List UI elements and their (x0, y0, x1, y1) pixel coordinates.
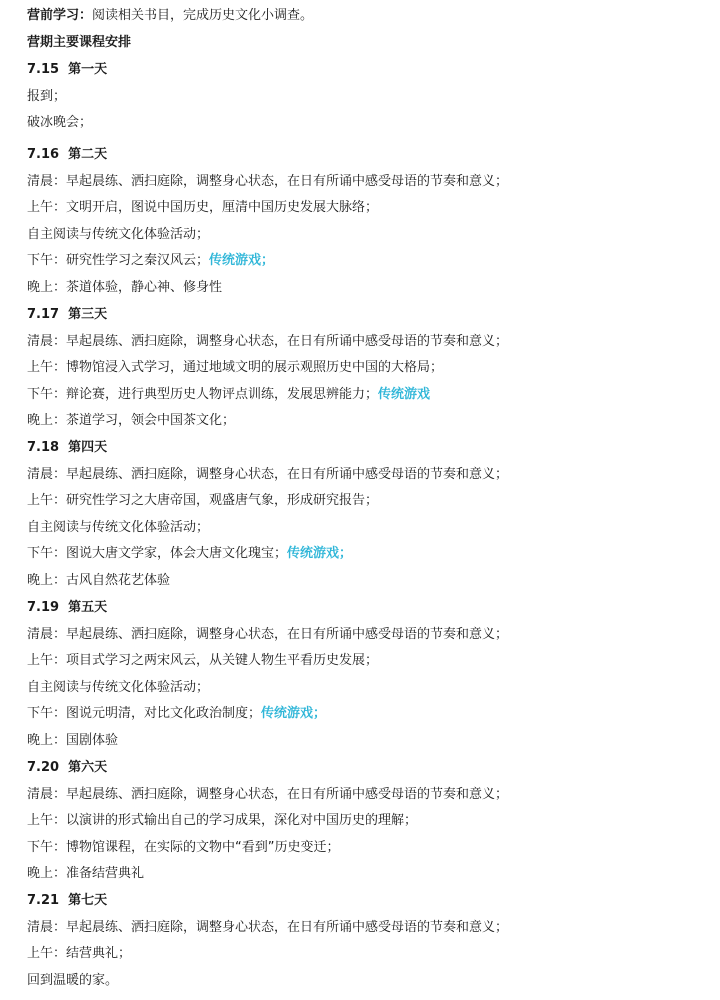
schedule-item-text: 下午：辩论赛，进行典型历史人物评点训练，发展思辨能力； (27, 386, 379, 402)
day-heading-gap (59, 760, 68, 775)
day-heading-gap (59, 62, 68, 77)
day-name: 第一天 (68, 62, 108, 77)
schedule-item (27, 572, 170, 590)
schedule-item (27, 466, 508, 484)
schedule-item (27, 679, 209, 697)
schedule-item (27, 412, 235, 430)
schedule-item (27, 865, 144, 883)
schedule-item (27, 945, 131, 963)
schedule-item-text: 上午：以演讲的形式输出自己的学习成果，深化对中国历史的理解； (27, 813, 418, 829)
schedule-item-text: 下午：图说大唐文学家，体会大唐文化瑰宝； (27, 546, 288, 562)
schedule-item-text: 晚上：古风自然花艺体验 (27, 573, 171, 588)
schedule-title: 营期主要课程安排 (27, 35, 132, 50)
day-date: 7.15 (27, 62, 60, 77)
schedule-item (27, 492, 378, 510)
schedule-item-text: 晚上：茶道体验，静心神、修身性 (27, 280, 223, 295)
schedule-item (27, 812, 417, 830)
day-name: 第二天 (68, 147, 108, 162)
day-date: 7.17 (27, 307, 60, 322)
schedule-item-text: 下午：博物馆课程，在实际的文物中“看到”历史变迁； (27, 839, 340, 855)
schedule-item (27, 972, 118, 990)
schedule-item-text: 清晨：早起晨练、洒扫庭除，调整身心状态，在日有所诵中感受母语的节奏和意义； (27, 626, 509, 642)
day-heading (27, 61, 107, 79)
day-date: 7.21 (27, 893, 60, 908)
day-heading (27, 146, 107, 164)
intro-text: 阅读相关书目，完成历史文化小调查。 (92, 8, 314, 23)
day-heading (27, 306, 107, 324)
day-heading (27, 892, 107, 910)
schedule-item (27, 252, 274, 270)
schedule-item (27, 652, 378, 670)
schedule-item-text: 自主阅读与传统文化体验活动； (27, 226, 210, 242)
schedule-item-text: 清晨：早起晨练、洒扫庭除，调整身心状态，在日有所诵中感受母语的节奏和意义； (27, 786, 509, 802)
schedule-item-text: 上午：结营典礼； (27, 946, 132, 962)
day-name: 第三天 (68, 307, 108, 322)
schedule-item (27, 732, 118, 750)
schedule-item (27, 839, 339, 857)
schedule-item-text: 报到； (27, 88, 67, 104)
schedule-item-text: 自主阅读与传统文化体验活动； (27, 519, 210, 535)
schedule-item (27, 359, 443, 377)
schedule-item-text: 自主阅读与传统文化体验活动； (27, 679, 210, 695)
day-heading-gap (59, 440, 68, 455)
schedule-item (27, 333, 508, 351)
traditional-game-highlight: 传统游戏 (378, 386, 431, 402)
schedule-item-text: 清晨：早起晨练、洒扫庭除，调整身心状态，在日有所诵中感受母语的节奏和意义； (27, 333, 509, 349)
day-heading (27, 599, 107, 617)
schedule-item-text: 晚上：国剧体验 (27, 733, 119, 748)
schedule-item (27, 705, 326, 723)
schedule-item-text: 上午：博物馆浸入式学习，通过地域文明的展示观照历史中国的大格局； (27, 360, 444, 376)
schedule-item-text: 晚上：准备结营典礼 (27, 866, 145, 882)
schedule-item-text: 上午：研究性学习之大唐帝国，观盛唐气象，形成研究报告； (27, 493, 379, 509)
day-date: 7.19 (27, 600, 60, 615)
day-heading (27, 439, 107, 457)
day-date: 7.20 (27, 760, 60, 775)
schedule-item-text: 回到温暖的家。 (27, 972, 119, 988)
day-name: 第六天 (68, 760, 108, 775)
schedule-item-text: 清晨：早起晨练、洒扫庭除，调整身心状态，在日有所诵中感受母语的节奏和意义； (27, 173, 509, 189)
schedule-item (27, 786, 508, 804)
schedule-item-text: 破冰晚会； (27, 115, 93, 131)
schedule-item-text: 清晨：早起晨练、洒扫庭除，调整身心状态，在日有所诵中感受母语的节奏和意义； (27, 919, 509, 935)
traditional-game-highlight: 传统游戏； (209, 253, 275, 269)
day-heading-gap (59, 600, 68, 615)
traditional-game-highlight: 传统游戏； (287, 546, 353, 562)
schedule-item (27, 279, 222, 297)
traditional-game-highlight: 传统游戏； (261, 706, 327, 722)
day-name: 第四天 (68, 440, 108, 455)
schedule-item (27, 173, 508, 191)
day-name: 第七天 (68, 893, 108, 908)
schedule-item (27, 626, 508, 644)
day-date: 7.16 (27, 147, 60, 162)
schedule-item (27, 919, 508, 937)
schedule-item-text: 上午：文明开启，图说中国历史，厘清中国历史发展大脉络； (27, 200, 379, 216)
schedule-item (27, 226, 209, 244)
day-date: 7.18 (27, 440, 60, 455)
schedule-item (27, 386, 430, 404)
day-heading-gap (59, 307, 68, 322)
intro-line (27, 7, 313, 25)
day-heading-gap (59, 893, 68, 908)
schedule-item-text: 下午：图说元明清，对比文化政治制度； (27, 706, 262, 722)
schedule-item-text: 晚上：茶道学习，领会中国茶文化； (27, 413, 236, 429)
schedule-item (27, 199, 378, 217)
schedule-item-text: 下午：研究性学习之秦汉风云； (27, 253, 210, 269)
schedule-item (27, 114, 92, 132)
schedule-item (27, 519, 209, 537)
schedule-item-text: 清晨：早起晨练、洒扫庭除，调整身心状态，在日有所诵中感受母语的节奏和意义； (27, 466, 509, 482)
day-heading (27, 759, 107, 777)
schedule-item (27, 545, 352, 563)
day-name: 第五天 (68, 600, 108, 615)
day-heading-gap (59, 147, 68, 162)
intro-label: 营前学习： (27, 8, 93, 23)
schedule-item-text: 上午：项目式学习之两宋风云，从关键人物生平看历史发展； (27, 653, 379, 669)
schedule-item (27, 88, 66, 106)
